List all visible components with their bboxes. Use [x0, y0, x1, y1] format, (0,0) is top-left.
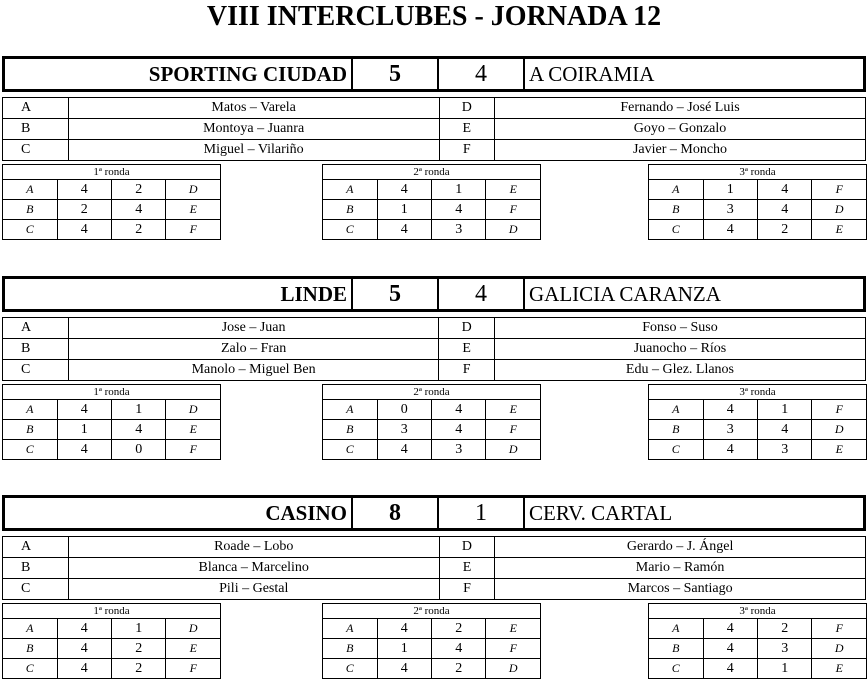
away-game-score: 2 [111, 180, 165, 200]
home-pair-letter: A [323, 180, 378, 200]
home-game-score: 1 [703, 180, 757, 200]
away-game-score: 4 [757, 180, 811, 200]
round-row [323, 659, 541, 679]
home-game-score: 4 [703, 619, 757, 639]
home-pair-letter: A [3, 400, 58, 420]
score-table [2, 276, 866, 312]
home-pair-letter: C [649, 220, 704, 240]
home-pair-letter: C [3, 220, 58, 240]
home-pair-letter: A [323, 400, 378, 420]
home-pair-letter: A [649, 180, 704, 200]
away-game-score: 1 [757, 659, 811, 679]
away-pair-letter: D [812, 420, 867, 440]
home-game-score: 4 [703, 400, 757, 420]
home-pair-names: Roade – Lobo [68, 537, 439, 558]
round-row [649, 420, 867, 440]
away-pair-letter: F [486, 639, 541, 659]
away-team: CERV. CARTAL [524, 497, 865, 530]
away-pair-letter: F [166, 220, 221, 240]
round-row [323, 200, 541, 220]
away-pair-letter: E [439, 558, 494, 579]
away-score: 4 [438, 278, 524, 311]
away-game-score: 2 [111, 659, 165, 679]
away-game-score: 3 [757, 639, 811, 659]
home-team: CASINO [4, 497, 353, 530]
away-game-score: 4 [111, 420, 165, 440]
home-pair-names: Matos – Varela [68, 98, 439, 119]
home-pair-letter: A [649, 400, 704, 420]
pair-row [3, 579, 866, 600]
away-game-score: 2 [431, 659, 485, 679]
away-pair-letter: F [812, 619, 867, 639]
round-row [3, 200, 221, 220]
round-row [323, 440, 541, 460]
round-row [3, 400, 221, 420]
home-pair-letter: B [649, 639, 704, 659]
home-pair-letter: C [3, 659, 58, 679]
home-pair-letter: C [323, 440, 378, 460]
away-pair-letter: D [486, 440, 541, 460]
home-pair-letter: C [323, 220, 378, 240]
round-label: 2ª ronda [323, 604, 541, 619]
away-team: GALICIA CARANZA [524, 278, 865, 311]
away-pair-names: Javier – Moncho [495, 140, 866, 161]
home-pair-names: Miguel – Vilariño [68, 140, 439, 161]
home-game-score: 2 [57, 200, 111, 220]
pair-row [3, 558, 866, 579]
pairs-table [2, 97, 866, 161]
away-score: 1 [438, 497, 524, 530]
home-pair-letter: C [649, 440, 704, 460]
away-pair-names: Fernando – José Luis [495, 98, 866, 119]
round-label: 3ª ronda [649, 385, 867, 400]
home-game-score: 1 [377, 639, 431, 659]
home-pair-names: Jose – Juan [68, 318, 439, 339]
round-row [3, 220, 221, 240]
home-game-score: 4 [377, 619, 431, 639]
away-pair-letter: F [439, 140, 494, 161]
round-row [649, 440, 867, 460]
round-row [323, 420, 541, 440]
away-pair-letter: F [439, 579, 494, 600]
away-pair-letter: E [812, 220, 867, 240]
away-pair-letter: D [812, 639, 867, 659]
home-score: 5 [352, 278, 438, 311]
home-pair-names: Montoya – Juanra [68, 119, 439, 140]
home-pair-letter: B [3, 200, 58, 220]
round-table [322, 603, 541, 679]
home-pair-letter: C [323, 659, 378, 679]
pair-row [3, 360, 866, 381]
away-pair-names: Gerardo – J. Ángel [495, 537, 866, 558]
round-row [649, 639, 867, 659]
home-game-score: 4 [57, 659, 111, 679]
home-pair-letter: B [649, 200, 704, 220]
away-pair-letter: D [486, 220, 541, 240]
home-pair-letter: C [3, 360, 69, 381]
pair-row [3, 339, 866, 360]
away-pair-letter: E [166, 420, 221, 440]
home-game-score: 4 [703, 220, 757, 240]
away-game-score: 2 [757, 619, 811, 639]
home-pair-letter: B [323, 639, 378, 659]
pairs-table [2, 536, 866, 600]
home-pair-names: Blanca – Marcelino [68, 558, 439, 579]
home-pair-letter: B [3, 420, 58, 440]
home-pair-names: Pili – Gestal [68, 579, 439, 600]
pair-row [3, 119, 866, 140]
home-pair-letter: B [649, 420, 704, 440]
away-game-score: 1 [431, 180, 485, 200]
away-pair-letter: F [439, 360, 494, 381]
home-pair-letter: A [3, 98, 69, 119]
round-row [3, 180, 221, 200]
away-team: A COIRAMIA [524, 58, 865, 91]
home-game-score: 4 [377, 220, 431, 240]
round-table [322, 164, 541, 240]
home-pair-letter: C [649, 659, 704, 679]
home-pair-letter: C [3, 579, 69, 600]
pair-row [3, 98, 866, 119]
home-pair-letter: B [3, 639, 58, 659]
round-table [322, 384, 541, 460]
home-pair-letter: B [3, 119, 69, 140]
round-row [3, 619, 221, 639]
round-row [649, 200, 867, 220]
home-game-score: 3 [703, 200, 757, 220]
home-game-score: 1 [377, 200, 431, 220]
round-row [649, 619, 867, 639]
away-pair-letter: E [166, 200, 221, 220]
round-row [3, 420, 221, 440]
home-game-score: 4 [703, 440, 757, 460]
home-game-score: 4 [377, 440, 431, 460]
away-pair-names: Juanocho – Ríos [494, 339, 865, 360]
round-row [649, 659, 867, 679]
away-pair-letter: D [486, 659, 541, 679]
away-pair-letter: E [812, 659, 867, 679]
away-game-score: 2 [111, 220, 165, 240]
pairs-table [2, 317, 866, 381]
score-table [2, 495, 866, 531]
away-pair-letter: D [439, 98, 494, 119]
away-pair-names: Marcos – Santiago [495, 579, 866, 600]
home-pair-letter: B [323, 420, 378, 440]
away-game-score: 2 [431, 619, 485, 639]
away-pair-letter: D [166, 619, 221, 639]
away-score: 4 [438, 58, 524, 91]
round-table [2, 164, 221, 240]
home-pair-names: Zalo – Fran [68, 339, 439, 360]
round-label: 1ª ronda [3, 604, 221, 619]
away-pair-letter: E [166, 639, 221, 659]
away-game-score: 2 [757, 220, 811, 240]
away-pair-letter: D [166, 180, 221, 200]
home-game-score: 0 [377, 400, 431, 420]
away-pair-letter: E [439, 339, 494, 360]
home-game-score: 3 [703, 420, 757, 440]
round-table [648, 164, 867, 240]
away-pair-letter: E [486, 180, 541, 200]
home-pair-names: Manolo – Miguel Ben [68, 360, 439, 381]
round-row [323, 180, 541, 200]
away-game-score: 0 [111, 440, 165, 460]
away-pair-letter: E [486, 400, 541, 420]
home-game-score: 4 [377, 659, 431, 679]
home-pair-letter: B [3, 339, 69, 360]
round-label: 1ª ronda [3, 165, 221, 180]
round-table [2, 384, 221, 460]
home-score: 5 [352, 58, 438, 91]
round-row [323, 639, 541, 659]
away-pair-letter: E [439, 119, 494, 140]
round-table [2, 603, 221, 679]
away-game-score: 4 [757, 420, 811, 440]
score-table [2, 56, 866, 92]
away-game-score: 2 [111, 639, 165, 659]
away-game-score: 4 [431, 639, 485, 659]
away-game-score: 3 [431, 440, 485, 460]
round-row [323, 220, 541, 240]
round-label: 2ª ronda [323, 165, 541, 180]
round-row [3, 659, 221, 679]
home-game-score: 4 [57, 619, 111, 639]
away-pair-letter: F [812, 400, 867, 420]
round-row [323, 619, 541, 639]
away-pair-letter: F [486, 200, 541, 220]
home-score: 8 [352, 497, 438, 530]
home-team: SPORTING CIUDAD [4, 58, 353, 91]
home-pair-letter: A [3, 537, 69, 558]
round-row [323, 400, 541, 420]
home-game-score: 4 [57, 400, 111, 420]
away-pair-letter: D [166, 400, 221, 420]
away-game-score: 4 [757, 200, 811, 220]
away-game-score: 1 [111, 619, 165, 639]
away-pair-names: Fonso – Suso [494, 318, 865, 339]
round-row [649, 180, 867, 200]
home-pair-letter: A [3, 180, 58, 200]
home-game-score: 4 [57, 220, 111, 240]
pair-row [3, 140, 866, 161]
away-game-score: 4 [431, 200, 485, 220]
round-table [648, 603, 867, 679]
away-game-score: 1 [111, 400, 165, 420]
round-row [649, 220, 867, 240]
away-game-score: 3 [431, 220, 485, 240]
round-label: 2ª ronda [323, 385, 541, 400]
away-pair-letter: D [812, 200, 867, 220]
page-title: VIII INTERCLUBES - JORNADA 12 [206, 1, 662, 32]
home-pair-letter: A [323, 619, 378, 639]
away-pair-letter: D [439, 537, 494, 558]
home-game-score: 4 [703, 659, 757, 679]
away-pair-names: Mario – Ramón [495, 558, 866, 579]
round-row [3, 639, 221, 659]
away-pair-names: Edu – Glez. Llanos [494, 360, 865, 381]
round-table [648, 384, 867, 460]
home-pair-letter: A [649, 619, 704, 639]
away-pair-letter: E [812, 440, 867, 460]
home-pair-letter: B [323, 200, 378, 220]
round-label: 3ª ronda [649, 165, 867, 180]
away-game-score: 3 [757, 440, 811, 460]
home-game-score: 4 [377, 180, 431, 200]
away-game-score: 4 [431, 420, 485, 440]
home-game-score: 4 [57, 639, 111, 659]
home-pair-letter: C [3, 440, 58, 460]
home-pair-letter: A [3, 619, 58, 639]
away-pair-names: Goyo – Gonzalo [495, 119, 866, 140]
away-pair-letter: E [486, 619, 541, 639]
home-pair-letter: C [3, 140, 69, 161]
round-row [3, 440, 221, 460]
home-game-score: 4 [703, 639, 757, 659]
away-pair-letter: F [812, 180, 867, 200]
pair-row [3, 537, 866, 558]
pair-row [3, 318, 866, 339]
away-game-score: 1 [757, 400, 811, 420]
home-game-score: 3 [377, 420, 431, 440]
home-pair-letter: B [3, 558, 69, 579]
away-game-score: 4 [111, 200, 165, 220]
away-pair-letter: F [166, 659, 221, 679]
round-row [649, 400, 867, 420]
away-pair-letter: D [439, 318, 494, 339]
home-game-score: 1 [57, 420, 111, 440]
home-team: LINDE [4, 278, 353, 311]
away-game-score: 4 [431, 400, 485, 420]
home-game-score: 4 [57, 440, 111, 460]
away-pair-letter: F [486, 420, 541, 440]
round-label: 1ª ronda [3, 385, 221, 400]
round-label: 3ª ronda [649, 604, 867, 619]
away-pair-letter: F [166, 440, 221, 460]
home-pair-letter: A [3, 318, 69, 339]
home-game-score: 4 [57, 180, 111, 200]
